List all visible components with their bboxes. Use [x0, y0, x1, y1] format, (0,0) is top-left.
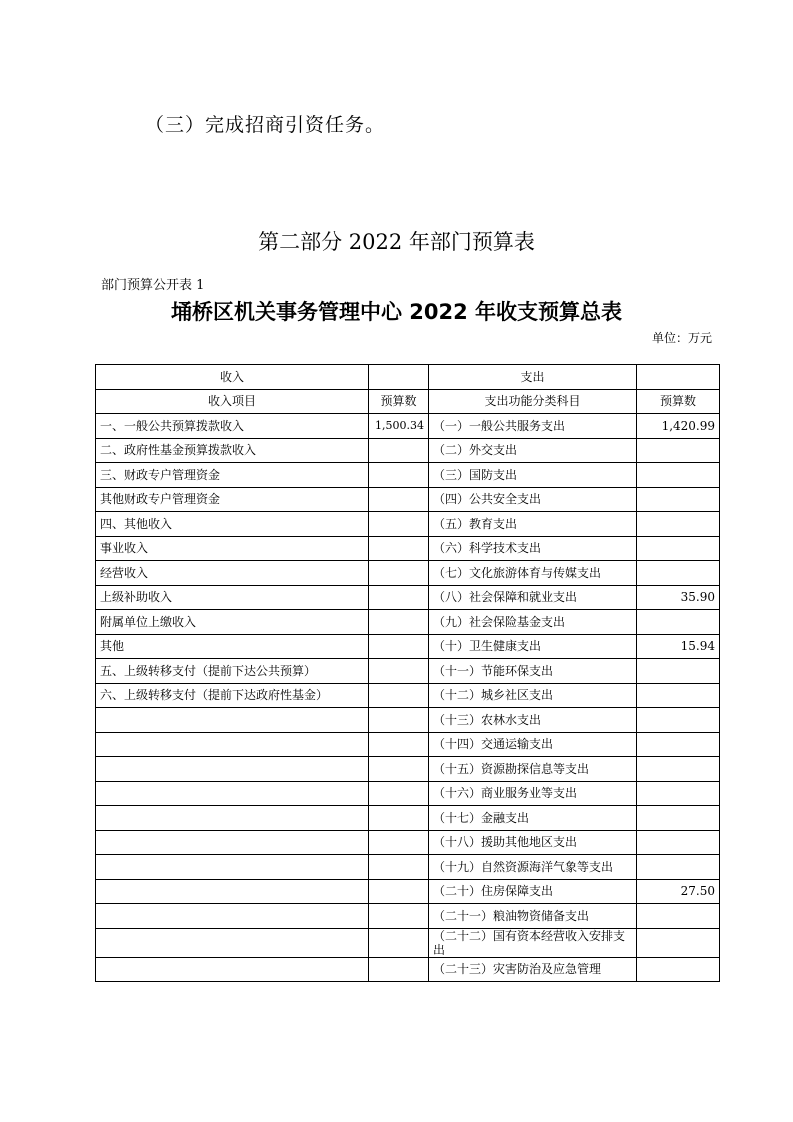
expense-amount-cell: [637, 683, 720, 708]
income-amount-cell: [369, 512, 429, 537]
expense-amount-cell: [637, 830, 720, 855]
table-row: [96, 634, 720, 659]
expense-item-cell: （二十三）灾害防治及应急管理: [429, 957, 637, 982]
table-row: [96, 561, 720, 586]
expense-amount-cell: [637, 610, 720, 635]
table-row: [96, 659, 720, 684]
expense-item-cell: （二十一）粮油物资储备支出: [429, 904, 637, 929]
table-row: [96, 732, 720, 757]
expense-amount-cell: [637, 512, 720, 537]
income-amount-cell: [369, 928, 429, 957]
header-blank-1: [369, 365, 429, 390]
income-item-cell: [96, 879, 369, 904]
expense-item-cell: （十三）农林水支出: [429, 708, 637, 733]
income-amount-cell: [369, 957, 429, 982]
header-expenditure: 支出: [429, 365, 637, 390]
expense-item-cell: （十八）援助其他地区支出: [429, 830, 637, 855]
income-amount-cell: [369, 659, 429, 684]
header-row-1: [96, 365, 720, 390]
table-row: [96, 708, 720, 733]
table-row: [96, 438, 720, 463]
income-item-cell: 五、上级转移支付（提前下达公共预算）: [96, 659, 369, 684]
income-amount-cell: [369, 463, 429, 488]
income-item-cell: [96, 708, 369, 733]
expense-item-cell: （十七）金融支出: [429, 806, 637, 831]
income-amount-cell: [369, 830, 429, 855]
table-row: [96, 585, 720, 610]
expense-amount-cell: [637, 561, 720, 586]
expense-item-cell: （七）文化旅游体育与传媒支出: [429, 561, 637, 586]
income-amount-cell: [369, 855, 429, 880]
income-item-cell: 其他财政专户管理资金: [96, 487, 369, 512]
income-amount-cell: [369, 683, 429, 708]
expense-amount-cell: [637, 855, 720, 880]
expense-amount-cell: [637, 904, 720, 929]
income-item-cell: 事业收入: [96, 536, 369, 561]
expense-item-cell: （九）社会保险基金支出: [429, 610, 637, 635]
expense-item-cell: （十六）商业服务业等支出: [429, 781, 637, 806]
expense-item-cell: （十四）交通运输支出: [429, 732, 637, 757]
income-amount-cell: [369, 904, 429, 929]
income-item-cell: 一、一般公共预算拨款收入: [96, 414, 369, 439]
table-row: [96, 414, 720, 439]
income-item-cell: 六、上级转移支付（提前下达政府性基金）: [96, 683, 369, 708]
expense-amount-cell: [637, 536, 720, 561]
expense-item-cell: （四）公共安全支出: [429, 487, 637, 512]
income-amount-cell: [369, 585, 429, 610]
income-amount-cell: 1,500.34: [369, 414, 429, 439]
header-budget-amount-2: 预算数: [637, 389, 720, 414]
expense-item-cell: （八）社会保障和就业支出: [429, 585, 637, 610]
expense-amount-cell: 1,420.99: [637, 414, 720, 439]
income-amount-cell: [369, 806, 429, 831]
expense-amount-cell: [637, 708, 720, 733]
income-amount-cell: [369, 487, 429, 512]
income-item-cell: 上级补助收入: [96, 585, 369, 610]
income-amount-cell: [369, 732, 429, 757]
header-income: 收入: [96, 365, 369, 390]
table-row: [96, 487, 720, 512]
expense-amount-cell: [637, 781, 720, 806]
table-row: [96, 830, 720, 855]
intro-paragraph: （三）完成招商引资任务。: [145, 114, 386, 136]
income-item-cell: [96, 957, 369, 982]
expense-item-cell: （二十）住房保障支出: [429, 879, 637, 904]
table-row: [96, 610, 720, 635]
table-row: [96, 536, 720, 561]
expense-amount-cell: [637, 463, 720, 488]
header-expenditure-item: 支出功能分类科目: [429, 389, 637, 414]
expense-item-cell: （十二）城乡社区支出: [429, 683, 637, 708]
expense-amount-cell: [637, 928, 720, 957]
income-amount-cell: [369, 781, 429, 806]
expense-item-cell: （五）教育支出: [429, 512, 637, 537]
table-row: [96, 928, 720, 957]
expense-item-cell: （十九）自然资源海洋气象等支出: [429, 855, 637, 880]
expense-amount-cell: [637, 806, 720, 831]
income-item-cell: [96, 904, 369, 929]
income-item-cell: [96, 830, 369, 855]
expense-item-cell: （十五）资源勘探信息等支出: [429, 757, 637, 782]
income-item-cell: 二、政府性基金预算拨款收入: [96, 438, 369, 463]
header-income-item: 收入项目: [96, 389, 369, 414]
table-row: [96, 957, 720, 982]
header-budget-amount: 预算数: [369, 389, 429, 414]
table-row: [96, 757, 720, 782]
expense-item-cell: （三）国防支出: [429, 463, 637, 488]
expense-amount-cell: [637, 757, 720, 782]
expense-item-cell: （二）外交支出: [429, 438, 637, 463]
budget-table-body: [96, 365, 720, 982]
income-item-cell: [96, 732, 369, 757]
expense-item-cell: （十）卫生健康支出: [429, 634, 637, 659]
table-row: [96, 879, 720, 904]
expense-amount-cell: 27.50: [637, 879, 720, 904]
income-item-cell: [96, 757, 369, 782]
income-item-cell: [96, 781, 369, 806]
part-title: 第二部分 2022 年部门预算表: [258, 230, 535, 254]
budget-table: [95, 364, 720, 982]
table-row: [96, 855, 720, 880]
table-row: [96, 904, 720, 929]
income-item-cell: [96, 855, 369, 880]
expense-amount-cell: 15.94: [637, 634, 720, 659]
income-amount-cell: [369, 708, 429, 733]
table-row: [96, 512, 720, 537]
expense-item-cell: （十一）节能环保支出: [429, 659, 637, 684]
income-item-cell: [96, 806, 369, 831]
unit-label: 单位：万元: [652, 331, 713, 345]
income-amount-cell: [369, 561, 429, 586]
expense-item-cell: （二十二）国有资本经营收入安排支出: [429, 928, 637, 957]
expense-amount-cell: [637, 487, 720, 512]
expense-amount-cell: [637, 659, 720, 684]
income-item-cell: 附属单位上缴收入: [96, 610, 369, 635]
expense-amount-cell: 35.90: [637, 585, 720, 610]
income-item-cell: 三、财政专户管理资金: [96, 463, 369, 488]
table-row: [96, 463, 720, 488]
expense-amount-cell: [637, 732, 720, 757]
income-amount-cell: [369, 757, 429, 782]
income-amount-cell: [369, 634, 429, 659]
income-amount-cell: [369, 438, 429, 463]
expense-item-cell: （一）一般公共服务支出: [429, 414, 637, 439]
table-row: [96, 806, 720, 831]
income-item-cell: 其他: [96, 634, 369, 659]
income-item-cell: 经营收入: [96, 561, 369, 586]
table-label: 部门预算公开表 1: [101, 278, 205, 293]
main-title: 埇桥区机关事务管理中心 2022 年收支预算总表: [170, 300, 623, 324]
income-amount-cell: [369, 610, 429, 635]
header-blank-2: [637, 365, 720, 390]
income-item-cell: [96, 928, 369, 957]
income-amount-cell: [369, 879, 429, 904]
expense-amount-cell: [637, 438, 720, 463]
table-row: [96, 781, 720, 806]
income-item-cell: 四、其他收入: [96, 512, 369, 537]
header-row-2: [96, 389, 720, 414]
income-amount-cell: [369, 536, 429, 561]
table-row: [96, 683, 720, 708]
expense-item-cell: （六）科学技术支出: [429, 536, 637, 561]
expense-amount-cell: [637, 957, 720, 982]
